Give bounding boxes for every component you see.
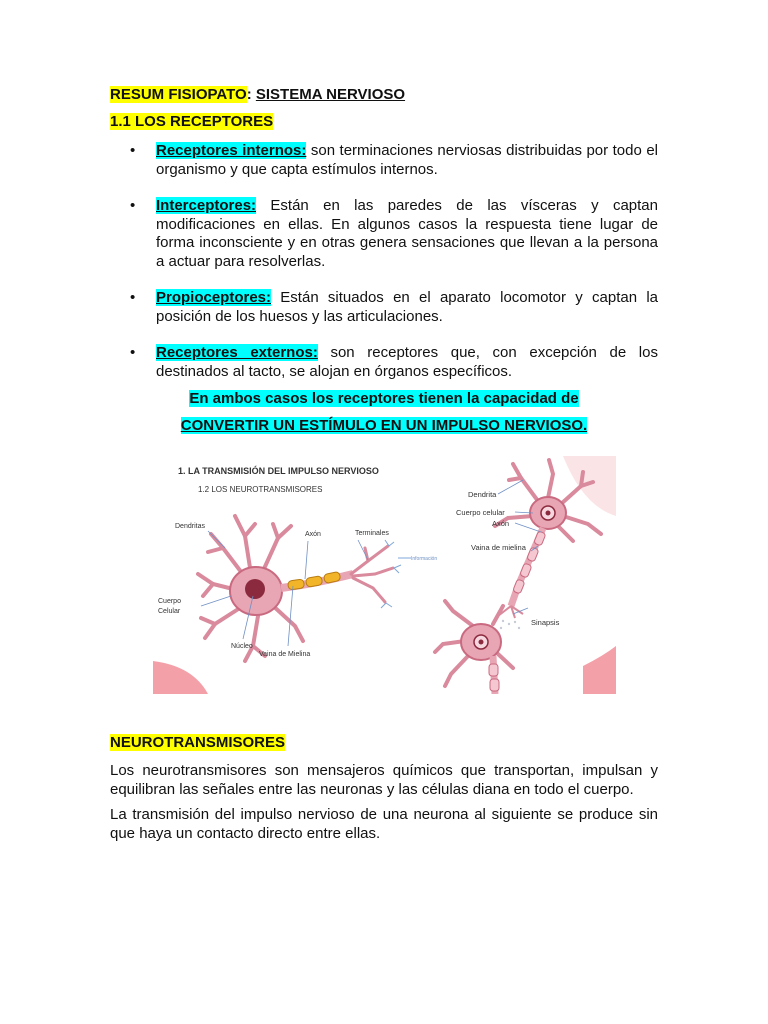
label-dendrita: Dendrita <box>468 490 497 499</box>
bullet-icon: • <box>130 344 136 361</box>
neuron-figure <box>153 456 616 694</box>
item-term: Receptores internos: <box>156 142 307 159</box>
item-term: Receptores externos: <box>156 344 318 361</box>
title-suffix: SISTEMA NERVIOSO <box>255 86 406 103</box>
label-cuerpo-celular: Cuerpo celular <box>456 508 505 517</box>
item-text: Están en las paredes de las vísceras y captan modificaciones en ellas. En algunos casos la respuesta tiene lugar de forma inconsciente y en otras genera sensaciones que llevan a la persona a actuar para resolverlas. <box>156 197 658 270</box>
paragraph-2: La transmisión del impulso nervioso de una neurona al siguiente se produce sin que haya un contacto directo entre ellas. <box>110 806 658 842</box>
corner-decoration-icon <box>153 661 208 694</box>
figure-heading-1: 1. LA TRANSMISIÓN DEL IMPULSO NERVIOSO <box>178 466 379 476</box>
list-item <box>110 344 658 381</box>
label-axon-right: Axón <box>492 519 510 528</box>
corner-decoration-icon <box>583 646 616 694</box>
section-heading-receptores <box>110 113 273 130</box>
item-text: son receptores que, con excepción de los destinados al tacto, se alojan en órganos específicos. <box>156 344 658 380</box>
conclusion-line-2-text: CONVERTIR UN ESTÍMULO EN UN IMPULSO NERVIOSO. <box>180 417 588 434</box>
label-celular: Celular <box>158 608 181 615</box>
list-item <box>110 142 658 179</box>
item-term: Propioceptores: <box>156 289 272 306</box>
label-terminales: Terminales <box>355 530 389 537</box>
list-item <box>110 289 658 326</box>
label-sinapsis: Sinapsis <box>531 618 560 627</box>
title-separator: : <box>246 86 252 103</box>
label-vaina-right: Vaina de mielina <box>471 543 526 552</box>
title-prefix: RESUM FISIOPATO <box>110 86 247 103</box>
item-text: Están situados en el aparato locomotor y captan la posición de los huesos y las articulaciones. <box>156 289 658 325</box>
label-vaina-left: Vaina de Mielina <box>259 651 311 658</box>
label-cuerpo: Cuerpo <box>158 598 181 605</box>
item-text: son terminaciones nerviosas distribuidas por todo el organismo y que capta estímulos internos. <box>156 142 658 178</box>
label-informacion: Información <box>411 556 438 562</box>
conclusion-line-2 <box>110 417 658 434</box>
figure-heading-2: 1.2 LOS NEUROTRANSMISORES <box>198 485 323 494</box>
receptor-list <box>110 142 658 381</box>
bullet-icon: • <box>130 289 136 306</box>
item-term: Interceptores: <box>156 197 257 214</box>
corner-decoration-icon <box>563 456 616 516</box>
label-dendritas: Dendritas <box>175 523 205 530</box>
document-title <box>110 86 405 103</box>
list-item <box>110 197 658 271</box>
conclusion-line-1-text: En ambos casos los receptores tienen la capacidad de <box>189 390 579 407</box>
label-axon-left: Axón <box>305 531 321 538</box>
neuron-illustration <box>153 456 616 694</box>
section-heading-text: 1.1 LOS RECEPTORES <box>110 113 274 130</box>
second-neuron-icon <box>435 601 513 694</box>
paragraph-1: Los neurotransmisores son mensajeros químicos que transportan, impulsan y equilibran las señales entre las neuronas y las células diana en todo el cuerpo. <box>110 762 658 798</box>
conclusion-line-1 <box>110 390 658 407</box>
bullet-icon: • <box>130 142 136 159</box>
section-heading-text: NEUROTRANSMISORES <box>110 734 286 751</box>
section-heading-neurotransmisores <box>110 734 285 751</box>
bullet-icon: • <box>130 197 136 214</box>
label-nucleo: Núcleo <box>231 643 253 650</box>
